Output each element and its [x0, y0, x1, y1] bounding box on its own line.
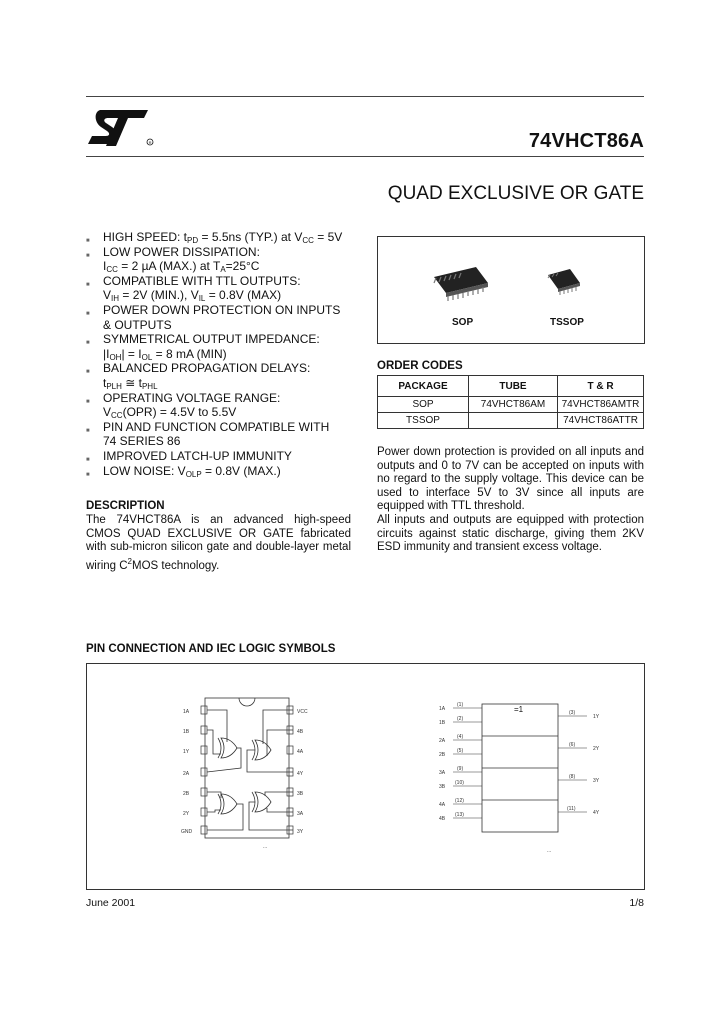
feature-item: ■ LOW POWER DISSIPATION: $I_{CC} = 2$ µA (MAX.) at $T_A=25^\circ C$	[86, 244, 260, 275]
svg-text:3B: 3B	[297, 791, 304, 797]
pin-connection-heading: PIN CONNECTION AND IEC LOGIC SYMBOLS	[86, 643, 336, 655]
svg-text:(1): (1)	[457, 702, 464, 708]
svg-text:(6): (6)	[569, 742, 576, 748]
package-images	[377, 236, 645, 344]
tssop-label: TSSOP	[550, 317, 584, 328]
svg-text:1Y: 1Y	[593, 714, 600, 720]
table-cell: 74VHCT86ATTR	[558, 413, 644, 429]
svg-text:...: ...	[547, 848, 552, 854]
svg-text:3A: 3A	[297, 811, 304, 817]
svg-text:3A: 3A	[439, 770, 446, 776]
svg-text:1B: 1B	[439, 720, 446, 726]
svg-text:2Y: 2Y	[593, 746, 600, 752]
feature-item: ■ PIN AND FUNCTION COMPATIBLE WITH 74 SERIES 86	[86, 419, 330, 449]
bullet-icon: ■	[86, 456, 90, 463]
top-rule	[86, 96, 644, 97]
dip-pin-diagram	[201, 698, 293, 838]
table-row	[378, 397, 644, 413]
svg-text:(8): (8)	[569, 774, 576, 780]
svg-text:(11): (11)	[567, 806, 576, 812]
header-rule	[86, 156, 644, 157]
page-subtitle: QUAD EXCLUSIVE OR GATE	[387, 183, 644, 204]
bullet-icon: ■	[86, 427, 90, 434]
table-header-row	[378, 376, 644, 397]
column-header: PACKAGE	[378, 376, 469, 397]
protection-text	[377, 446, 644, 555]
table-cell	[469, 413, 558, 429]
svg-text:2A: 2A	[183, 771, 190, 777]
bullet-icon: ■	[86, 398, 90, 405]
feature-item: ■ COMPATIBLE WITH TTL OUTPUTS: $V_{IH} = 2V$ (MIN.), $V_{IL} = 0.8V$ (MAX)	[86, 273, 301, 304]
feature-list	[86, 230, 366, 478]
svg-text:4B: 4B	[439, 816, 446, 822]
table-cell: 74VHCT86AM	[469, 397, 558, 413]
column-header: TUBE	[469, 376, 558, 397]
svg-text:1A: 1A	[439, 706, 446, 712]
table-cell: SOP	[378, 397, 469, 413]
iec-gate-label: =1	[514, 705, 524, 714]
feature-item: ■ BALANCED PROPAGATION DELAYS: $t_{PLH}$ ≅ $t_{PHL}$	[86, 361, 311, 391]
table-row	[378, 413, 644, 429]
order-codes-table	[377, 375, 644, 429]
bullet-icon: ■	[86, 340, 90, 347]
svg-text:4A: 4A	[439, 802, 446, 808]
svg-text:(12): (12)	[455, 798, 464, 804]
svg-text:(4): (4)	[457, 734, 464, 740]
iec-logic-symbol	[453, 704, 587, 832]
table-cell: TSSOP	[378, 413, 469, 429]
svg-text:(2): (2)	[457, 716, 464, 722]
svg-text:1Y: 1Y	[183, 749, 190, 755]
svg-text:3Y: 3Y	[593, 778, 600, 784]
sop-label: SOP	[452, 317, 474, 328]
sop-package-image	[434, 267, 488, 301]
iec-pin-labels	[439, 702, 600, 854]
svg-text:(9): (9)	[457, 766, 464, 772]
st-logo	[86, 104, 156, 155]
order-codes-heading: ORDER CODES	[377, 360, 463, 372]
feature-item: ■ IMPROVED LATCH-UP IMMUNITY	[86, 449, 366, 464]
part-number: 74VHCT86A	[528, 130, 644, 152]
bullet-icon: ■	[86, 310, 90, 317]
svg-text:2B: 2B	[439, 752, 446, 758]
svg-text:3Y: 3Y	[297, 829, 304, 835]
paragraph: All inputs and outputs are equipped with protection circuits against static discharge, giving them 2KV ESD immunity and transient excess voltage.	[377, 513, 644, 554]
svg-text:GND: GND	[181, 829, 193, 835]
feature-item: ■ POWER DOWN PROTECTION ON INPUTS & OUTPUTS	[86, 302, 341, 332]
column-header: T & R	[558, 376, 644, 397]
svg-text:4Y: 4Y	[297, 771, 304, 777]
svg-text:2Y: 2Y	[183, 811, 190, 817]
svg-text:2A: 2A	[439, 738, 446, 744]
description-heading: DESCRIPTION	[86, 500, 165, 512]
bullet-icon: ■	[86, 252, 90, 259]
bullet-icon: ■	[86, 369, 90, 376]
feature-item: ■ OPERATING VOLTAGE RANGE: $V_{CC}(OPR) = 4.5V$ to 5.5V	[86, 390, 281, 421]
svg-text:R: R	[148, 140, 152, 145]
tssop-package-image	[548, 269, 580, 295]
description-text: The 74VHCT86A is an advanced high-speed CMOS QUAD EXCLUSIVE OR GATE fabricated with sub-micron silicon gate and double-layer metal wiring $C^2MOS$ technology.	[86, 514, 351, 572]
svg-text:2B: 2B	[183, 791, 190, 797]
paragraph: Power down protection is provided on all inputs and outputs and 0 to 7V can be accepted on inputs with no regard to the supply voltage. This device can be used to interface 5V to 3V since all inputs are equipped with TTL threshold.	[377, 446, 644, 513]
svg-text:1B: 1B	[183, 729, 190, 735]
svg-text:4A: 4A	[297, 749, 304, 755]
table-cell: 74VHCT86AMTR	[558, 397, 644, 413]
svg-text:4Y: 4Y	[593, 810, 600, 816]
footer-date: June 2001	[86, 897, 136, 909]
bullet-icon: ■	[86, 238, 90, 244]
svg-text:1A: 1A	[183, 709, 190, 715]
svg-text:VCC: VCC	[297, 709, 308, 715]
svg-text:(10): (10)	[455, 780, 464, 786]
svg-text:(5): (5)	[457, 748, 464, 754]
pin-diagram-box	[86, 663, 645, 890]
feature-item: ■ HIGH SPEED: $t_{PD} = 5.5ns$ (TYP.) at $V_{CC} = 5V$	[86, 230, 366, 245]
feature-item: ■ SYMMETRICAL OUTPUT IMPEDANCE: $|I_{OH}| = I_{OL} = 8$ mA (MIN)	[86, 332, 320, 362]
feature-item: ■ LOW NOISE: $V_{OLP} = 0.8V$ (MAX.)	[86, 464, 366, 479]
svg-text:(13): (13)	[455, 812, 464, 818]
svg-text:...: ...	[263, 844, 268, 850]
footer-page-number: 1/8	[629, 897, 644, 909]
svg-text:4B: 4B	[297, 729, 304, 735]
svg-text:3B: 3B	[439, 784, 446, 790]
bullet-icon: ■	[86, 281, 90, 288]
svg-text:(3): (3)	[569, 710, 576, 716]
bullet-icon: ■	[86, 471, 90, 478]
